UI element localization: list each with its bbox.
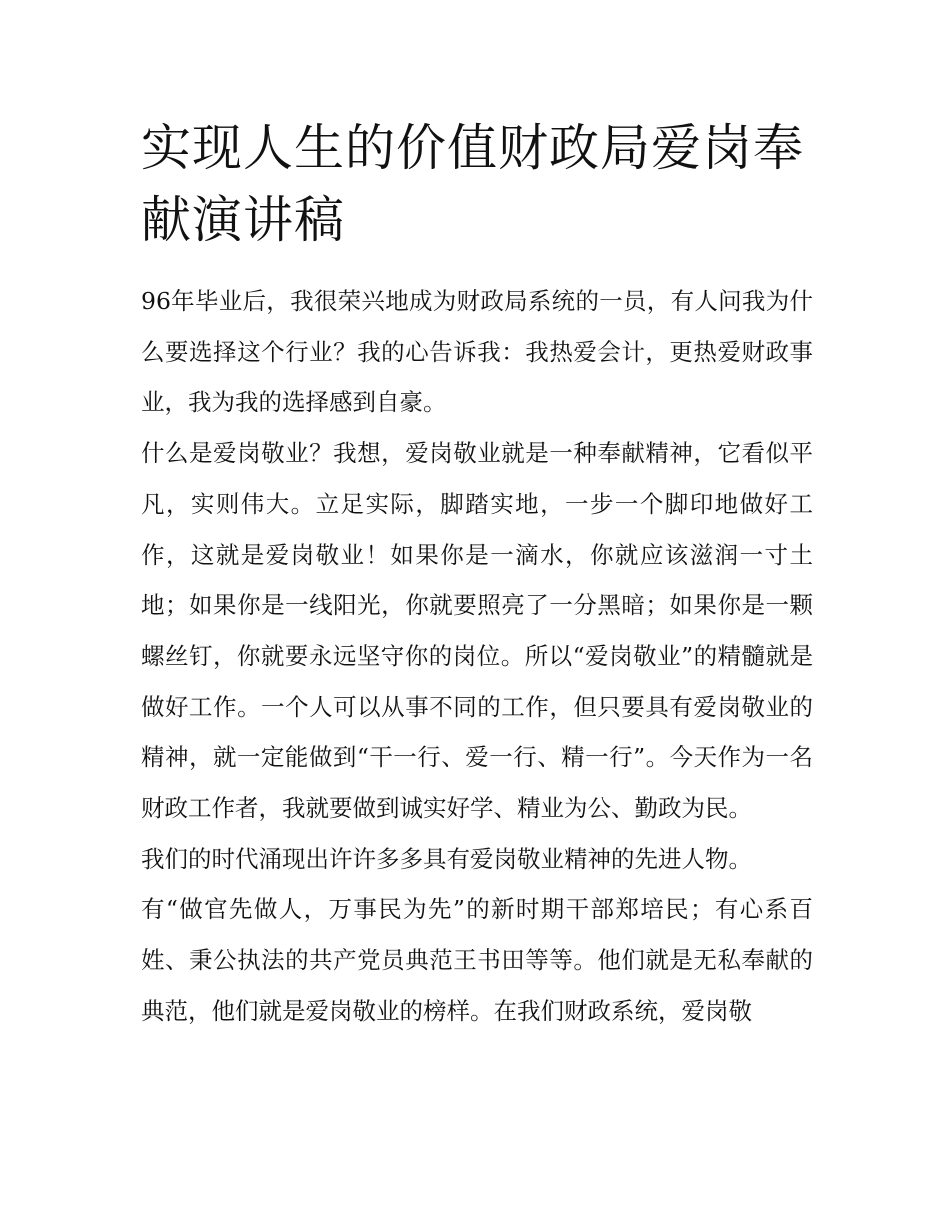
paragraph-3: 我们的时代涌现出许许多多具有爱岗敬业精神的先进人物。 bbox=[141, 844, 752, 873]
document-content bbox=[141, 112, 813, 1037]
paragraph-1: 96年毕业后，我很荣兴地成为财政局系统的一员，有人问我为什么要选择这个行业？我的心告诉我：我热爱会计，更热爱财政事业，我为我的选择感到自豪。 bbox=[141, 287, 813, 417]
paragraph-4: 有“做官先做人，万事民为先”的新时期干部郑培民；有心系百姓、秉公执法的共产党员典范王书田等等。他们就是无私奉献的典范，他们就是爱岗敬业的榜样。在我们财政系统，爱岗敬 bbox=[141, 895, 813, 1025]
document-body bbox=[141, 276, 813, 1037]
paragraph-2: 什么是爱岗敬业？我想，爱岗敬业就是一种奉献精神，它看似平凡，实则伟大。立足实际，脚踏实地，一步一个脚印地做好工作，这就是爱岗敬业！如果你是一滴水，你就应该滋润一寸土地；如果你是一线阳光，你就要照亮了一分黑暗；如果你是一颗螺丝钉，你就要永远坚守你的岗位。所以“爱岗敬业”的精髓就是做好工作。一个人可以从事不同的工作，但只要具有爱岗敬业的精神，就一定能做到“干一行、爱一行、精一行”。今天作为一名财政工作者，我就要做到诚实好学、精业为公、勤政为民。 bbox=[141, 439, 813, 823]
document-title: 实现人生的价值财政局爱岗奉献演讲稿 bbox=[141, 119, 804, 249]
